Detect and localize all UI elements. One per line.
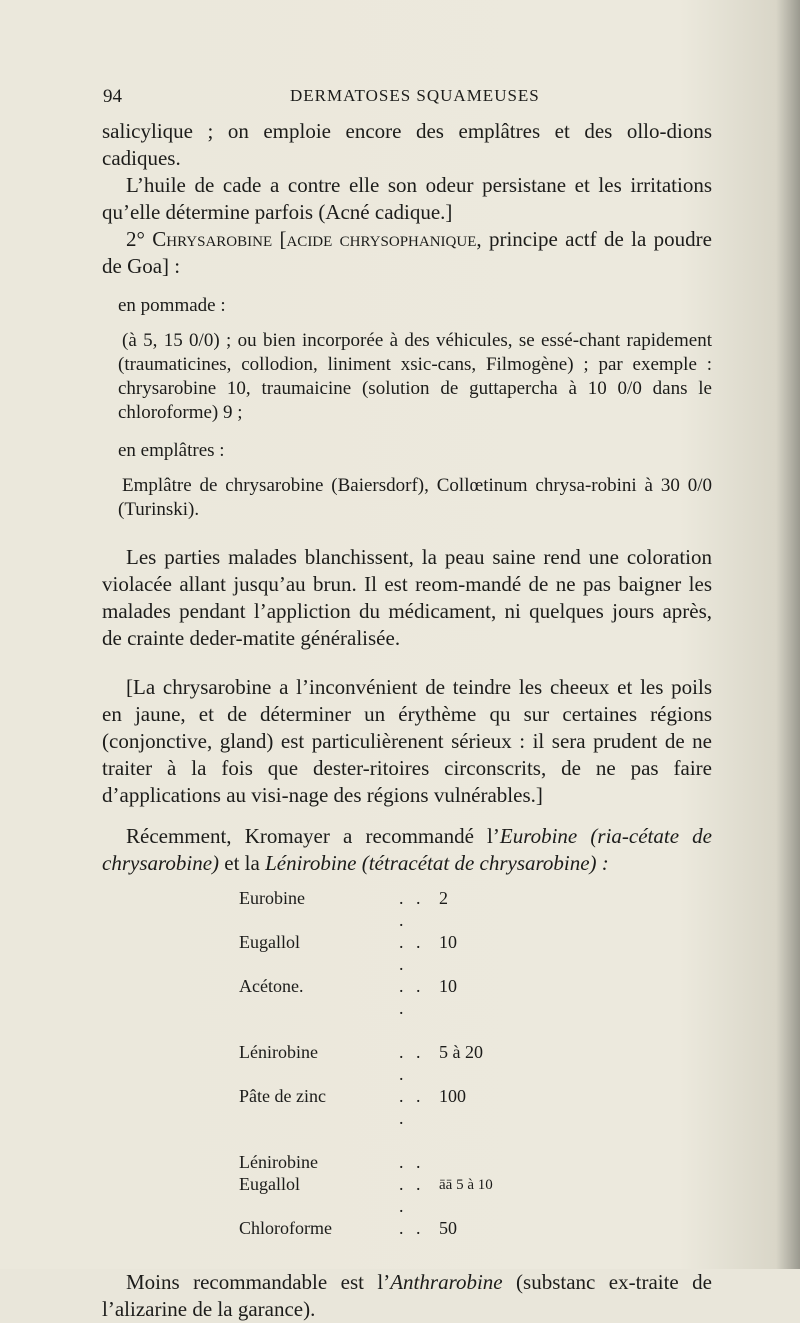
lenirobine-term: Lénirobine (tétracétat de chrysarobine) : xyxy=(265,851,609,875)
page-number: 94 xyxy=(103,86,122,107)
kromayer-text-a: Récemment, Kromayer a recommandé l’ xyxy=(126,824,500,848)
paragraph-effets: Les parties malades blanchissent, la peau saine rend une coloration violacée allant jusqu’au brun. Il est reom-mandé de ne pas baigner les malades pendant l’appliction du médicament, ni quelques jours après, de crainte deder-matite généralisée. xyxy=(102,545,712,650)
page-body xyxy=(102,118,712,1323)
paragraph-huile-de-cade: L’huile de cade a contre elle son odeur persistane et les irritations qu’elle détermine parfois (Acné cadique.] xyxy=(102,173,712,224)
running-title: DERMATOSES SQUAMEUSES xyxy=(290,86,540,105)
paragraph-chrysarobine xyxy=(102,226,712,280)
recipe-line: Lénirobine . . āā 5 à 10 xyxy=(239,1151,539,1173)
recipe-lenirobine-pate xyxy=(239,1041,539,1129)
label-pommade: en pommade : xyxy=(118,295,226,316)
paragraph-pommade: (à 5, 15 0/0) ; ou bien incorporée à des véhicules, se essé-chant rapidement (traumaticines, collodion, liniment xsic-cans, Filmogène) ; par exemple : chrysarobine 10, traumaicine (solution de guttapercha à 10 0/0 dans le chloroforme) 9 ; xyxy=(118,330,712,423)
recipe-line: Eugallol . . . 10 xyxy=(239,932,457,974)
label-emplatres: en emplâtres : xyxy=(118,440,225,461)
anthrarobine-text-c: (substanc ex-traite de l’alizarine de la garance). xyxy=(102,1270,713,1321)
recipe-line: Eurobine . . . 2 xyxy=(239,888,448,930)
paragraph-emplatres: Emplâtre de chrysarobine (Baiersdorf), Collœtinum chrysa-robini à 30 0/0 (Turinski). xyxy=(118,475,712,520)
page-header xyxy=(103,86,713,110)
recipe-line: Pâte de zinc . . . 100 xyxy=(239,1086,466,1128)
kromayer-text-c: et la xyxy=(219,851,266,875)
recipe-line: Chloroforme . . 50 xyxy=(239,1218,457,1238)
chrysarobine-heading-rest: principe actf de la poudre de Goa] : xyxy=(102,227,712,278)
brace-quantity: āā 5 à 10 xyxy=(439,1176,493,1193)
recipe-line: Lénirobine . . . 5 à 20 xyxy=(239,1042,483,1084)
recipe-lenirobine-eugallol xyxy=(239,1151,539,1239)
recipe-line: Eugallol . . . xyxy=(239,1174,425,1216)
eurobine-term: Eurobine (ria-cétate de chrysarobine) xyxy=(102,824,712,875)
paragraph-salicylique: salicylique ; on emploie encore des emplâtres et des ollo-dions cadiques. xyxy=(102,119,712,170)
anthrarobine-text-a: Moins recommandable est l’ xyxy=(126,1270,391,1294)
section-number: 2° xyxy=(126,227,153,251)
paragraph-anthrarobine xyxy=(102,1269,712,1323)
chrysarobine-heading: Chrysarobine [acide chrysophanique, xyxy=(152,227,482,251)
recipe-eurobine xyxy=(239,887,539,1019)
paragraph-kromayer xyxy=(102,823,712,877)
anthrarobine-term: Anthrarobine xyxy=(390,1270,503,1294)
paragraph-inconvenient: [La chrysarobine a l’inconvénient de teindre les cheeux et les poils en jaune, et de déterminer un érythème qu sur certaines régions (conjonctive, gland) est particulièrenent sérieux : il sera prudent de ne traiter à la fois que dester-ritoires circonscrits, de ne pas faire d’applications au visi-nage des régions vulnérables.] xyxy=(102,675,712,807)
recipe-line: Acétone. . . . 10 xyxy=(239,976,457,1018)
